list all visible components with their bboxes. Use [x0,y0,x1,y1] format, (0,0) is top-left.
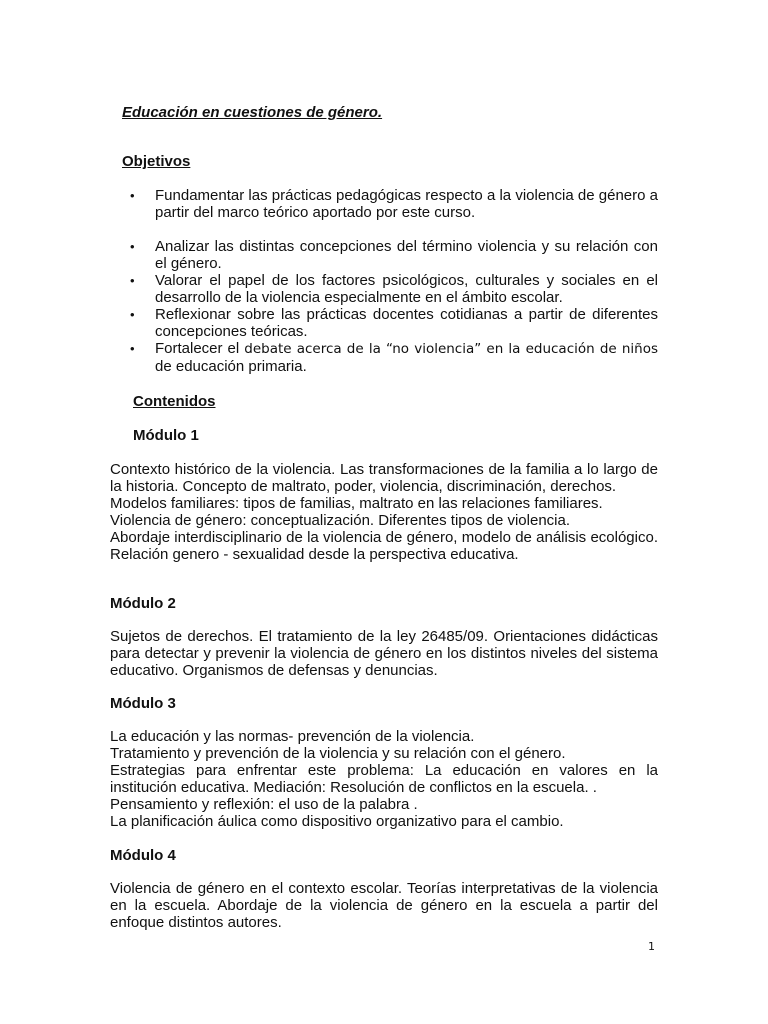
objetivo-text: Valorar el papel de los factores psicológicos, culturales y sociales en el desarrollo de la violencia especialmente en el ámbito escolar. [155,272,658,306]
bullet-icon: • [130,188,135,203]
list-item [130,187,658,221]
list-item [130,306,658,340]
contenidos-heading: Contenidos [133,393,216,410]
paragraph-line: La educación y las normas- prevención de la violencia. [110,728,475,745]
bullet-icon: • [130,341,135,356]
modulo-2-body [110,628,658,679]
paragraph-line: Sujetos de derechos. El tratamiento de la ley 26485/09. Orientaciones didácticas para detectar y prevenir la violencia de género en los distintos niveles del sistema educativo. Organismos de defensas y denuncias. [110,628,658,679]
bullet-icon: • [130,239,135,254]
objetivo-text-suffix: de educación primaria. [155,358,307,375]
paragraph-line: Abordaje interdisciplinario de la violencia de género, modelo de análisis ecológico. Relación genero - sexualidad desde la perspectiva educativa. [110,529,658,563]
objetivo-text-alt: debate acerca de la “no violencia” en la educación de niños [244,341,658,357]
list-item [130,340,658,375]
modulo-3-heading: Módulo 3 [110,695,176,712]
list-item [130,272,658,306]
paragraph-line: Tratamiento y prevención de la violencia y su relación con el género. [110,745,566,762]
objetivo-text-prefix: Fortalecer el [155,340,245,357]
page-number: 1 [648,940,655,953]
paragraph-line: Pensamiento y reflexión: el uso de la palabra . [110,796,418,813]
objetivos-heading: Objetivos [122,153,191,170]
paragraph-line: Violencia de género: conceptualización. Diferentes tipos de violencia. [110,512,571,529]
modulo-3-body [110,728,658,830]
modulo-4-body [110,880,658,931]
modulo-1-heading: Módulo 1 [133,427,199,444]
paragraph-line: Violencia de género en el contexto escolar. Teorías interpretativas de la violencia en la escuela. Abordaje de la violencia de género en la escuela a partir del enfoque distintos autores. [110,880,658,931]
modulo-2-heading: Módulo 2 [110,595,176,612]
paragraph-line: Estrategias para enfrentar este problema: La educación en valores en la institución educativa. Mediación: Resolución de conflictos en la escuela. . [110,762,658,796]
modulo-1-body [110,461,658,563]
document-title: Educación en cuestiones de género. [122,104,383,121]
paragraph-line: Contexto histórico de la violencia. Las transformaciones de la familia a lo largo de la historia. Concepto de maltrato, poder, violencia, discriminación, derechos. [110,461,658,495]
bullet-icon: • [130,307,135,322]
bullet-icon: • [130,273,135,288]
modulo-4-heading: Módulo 4 [110,847,176,864]
objetivos-list [130,187,658,375]
objetivo-text: Fundamentar las prácticas pedagógicas respecto a la violencia de género a partir del marco teórico aportado por este curso. [155,187,658,221]
objetivo-text: Analizar las distintas concepciones del término violencia y su relación con el género. [155,238,658,272]
paragraph-line: La planificación áulica como dispositivo organizativo para el cambio. [110,813,564,830]
paragraph-line: Modelos familiares: tipos de familias, maltrato en las relaciones familiares. [110,495,603,512]
list-item [130,238,658,272]
objetivo-text: Reflexionar sobre las prácticas docentes cotidianas a partir de diferentes concepciones teóricas. [155,306,658,340]
